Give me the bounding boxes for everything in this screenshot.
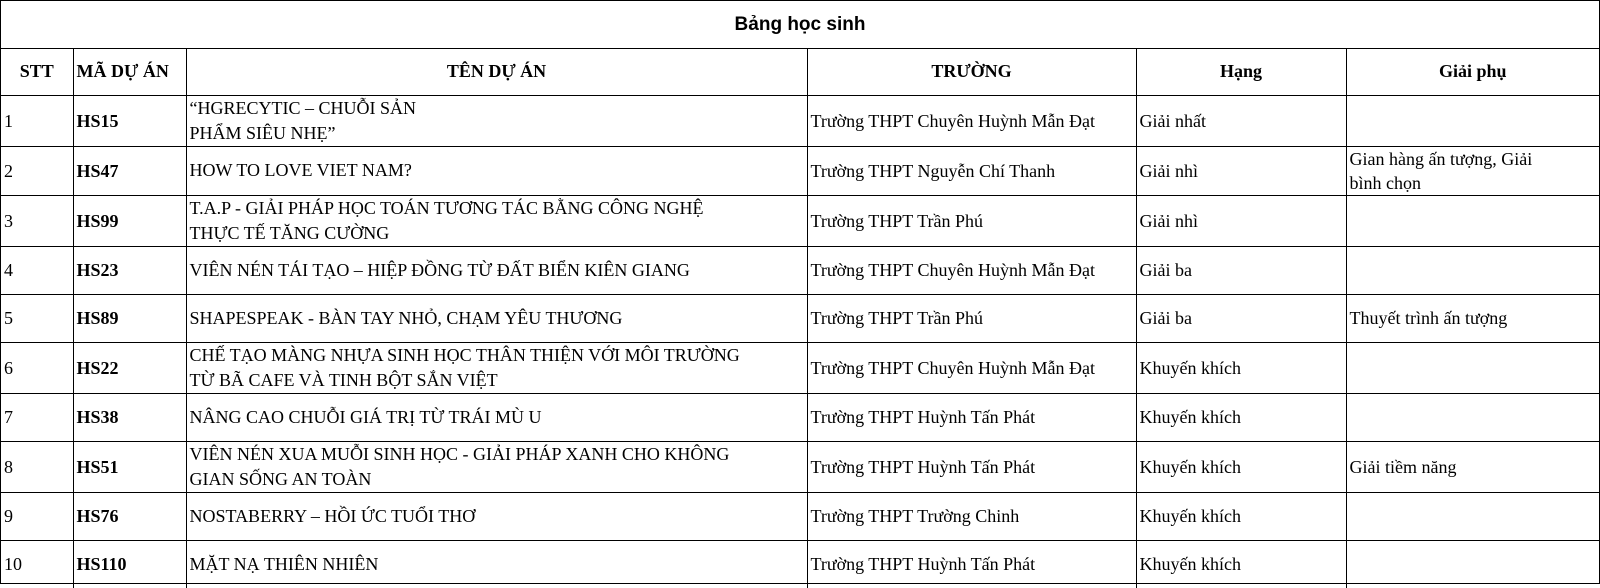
table-row xyxy=(1,246,1599,294)
cell-rank: Khuyến khích xyxy=(1136,342,1346,393)
cell-code: HS23 xyxy=(73,246,186,294)
cell-name xyxy=(186,294,807,342)
table-row xyxy=(1,342,1599,393)
cell-school: Trường THPT Trần Phú xyxy=(807,195,1136,246)
header-stt: STT xyxy=(1,49,73,95)
cell-stt: 7 xyxy=(1,393,73,441)
name-line-1: NÂNG CAO CHUỖI GIÁ TRỊ TỪ TRÁI MÙ U xyxy=(189,406,542,427)
cell-school: Trường THPT Huỳnh Tấn Phát xyxy=(807,540,1136,588)
extra-line-1: Gian hàng ấn tượng, Giải xyxy=(1349,148,1533,169)
name-line-1: NOSTABERRY – HỒI ỨC TUỔI THƠ xyxy=(189,505,476,526)
cell-code: HS110 xyxy=(73,540,186,588)
cell-rank: Giải nhì xyxy=(1136,146,1346,195)
cell-extra xyxy=(1346,195,1599,246)
cell-name xyxy=(186,393,807,441)
cell-school: Trường THPT Chuyên Huỳnh Mẫn Đạt xyxy=(807,246,1136,294)
cell-code: HS15 xyxy=(73,95,186,146)
cell-school: Trường THPT Huỳnh Tấn Phát xyxy=(807,441,1136,492)
cell-extra xyxy=(1346,540,1599,588)
header-code: MÃ DỰ ÁN xyxy=(73,49,186,95)
table-title: Bảng học sinh xyxy=(1,1,1599,49)
cell-rank: Giải nhất xyxy=(1136,95,1346,146)
cell-stt: 5 xyxy=(1,294,73,342)
cell-school: Trường THPT Huỳnh Tấn Phát xyxy=(807,393,1136,441)
cell-code: HS22 xyxy=(73,342,186,393)
cell-name xyxy=(186,95,807,146)
cell-name xyxy=(186,342,807,393)
table-row xyxy=(1,195,1599,246)
cell-school: Trường THPT Nguyễn Chí Thanh xyxy=(807,146,1136,195)
cell-name xyxy=(186,146,807,195)
cell-extra xyxy=(1346,246,1599,294)
header-extra: Giải phụ xyxy=(1346,49,1599,95)
name-line-1: VIÊN NÉN XUA MUỖI SINH HỌC - GIẢI PHÁP XANH CHO KHÔNG xyxy=(189,443,730,464)
name-line-1: MẶT NẠ THIÊN NHIÊN xyxy=(189,553,379,574)
cell-stt: 8 xyxy=(1,441,73,492)
extra-line-2: bình chọn xyxy=(1349,172,1421,193)
cell-extra xyxy=(1346,492,1599,540)
header-name: TÊN DỰ ÁN xyxy=(186,49,807,95)
cell-code: HS47 xyxy=(73,146,186,195)
cell-rank: Giải ba xyxy=(1136,246,1346,294)
cell-extra xyxy=(1346,146,1599,195)
cell-code: HS51 xyxy=(73,441,186,492)
name-line-2: THỰC TẾ TĂNG CƯỜNG xyxy=(189,222,390,243)
cell-rank: Khuyến khích xyxy=(1136,540,1346,588)
extra-line-1: Thuyết trình ấn tượng xyxy=(1349,308,1508,328)
cell-name xyxy=(186,492,807,540)
name-line-1: HOW TO LOVE VIET NAM? xyxy=(189,160,412,180)
results-table xyxy=(1,49,1599,588)
name-line-1: VIÊN NÉN TÁI TẠO – HIỆP ĐỒNG TỪ ĐẤT BIỂN KIÊN GIANG xyxy=(189,259,690,280)
table-row xyxy=(1,441,1599,492)
header-row xyxy=(1,49,1599,95)
cell-stt: 3 xyxy=(1,195,73,246)
cell-name xyxy=(186,195,807,246)
cell-name xyxy=(186,246,807,294)
table-row xyxy=(1,393,1599,441)
cell-rank: Giải nhì xyxy=(1136,195,1346,246)
cell-code: HS38 xyxy=(73,393,186,441)
cell-extra xyxy=(1346,441,1599,492)
cell-stt: 4 xyxy=(1,246,73,294)
cell-stt: 9 xyxy=(1,492,73,540)
table-row xyxy=(1,540,1599,588)
name-line-1: CHẾ TẠO MÀNG NHỰA SINH HỌC THÂN THIỆN VỚI MÔI TRƯỜNG xyxy=(189,344,740,365)
table-row xyxy=(1,492,1599,540)
name-line-2: PHẨM SIÊU NHẸ” xyxy=(189,122,336,143)
cell-stt: 10 xyxy=(1,540,73,588)
header-school: TRƯỜNG xyxy=(807,49,1136,95)
name-line-1: “HGRECYTIC – CHUỖI SẢN xyxy=(189,97,416,118)
cell-stt: 2 xyxy=(1,146,73,195)
cell-rank: Giải ba xyxy=(1136,294,1346,342)
cell-extra xyxy=(1346,294,1599,342)
cell-extra xyxy=(1346,393,1599,441)
table-row xyxy=(1,294,1599,342)
cell-code: HS76 xyxy=(73,492,186,540)
cell-stt: 6 xyxy=(1,342,73,393)
cell-code: HS89 xyxy=(73,294,186,342)
name-line-2: TỪ BÃ CAFE VÀ TINH BỘT SẮN VIỆT xyxy=(189,369,498,390)
extra-line-1: Giải tiềm năng xyxy=(1349,456,1457,477)
cell-extra xyxy=(1346,95,1599,146)
cell-school: Trường THPT Trường Chinh xyxy=(807,492,1136,540)
cell-name xyxy=(186,540,807,588)
cell-extra xyxy=(1346,342,1599,393)
cell-name xyxy=(186,441,807,492)
header-rank: Hạng xyxy=(1136,49,1346,95)
table-row xyxy=(1,95,1599,146)
cell-stt: 1 xyxy=(1,95,73,146)
table-row xyxy=(1,146,1599,195)
cell-rank: Khuyến khích xyxy=(1136,393,1346,441)
cell-school: Trường THPT Trần Phú xyxy=(807,294,1136,342)
name-line-2: GIAN SỐNG AN TOÀN xyxy=(189,468,372,489)
name-line-1: T.A.P - GIẢI PHÁP HỌC TOÁN TƯƠNG TÁC BẰNG CÔNG NGHỆ xyxy=(189,197,704,218)
cell-code: HS99 xyxy=(73,195,186,246)
name-line-1: SHAPESPEAK - BÀN TAY NHỎ, CHẠM YÊU THƯƠNG xyxy=(189,307,623,328)
cell-rank: Khuyến khích xyxy=(1136,441,1346,492)
cell-school: Trường THPT Chuyên Huỳnh Mẫn Đạt xyxy=(807,95,1136,146)
cell-school: Trường THPT Chuyên Huỳnh Mẫn Đạt xyxy=(807,342,1136,393)
cell-rank: Khuyến khích xyxy=(1136,492,1346,540)
